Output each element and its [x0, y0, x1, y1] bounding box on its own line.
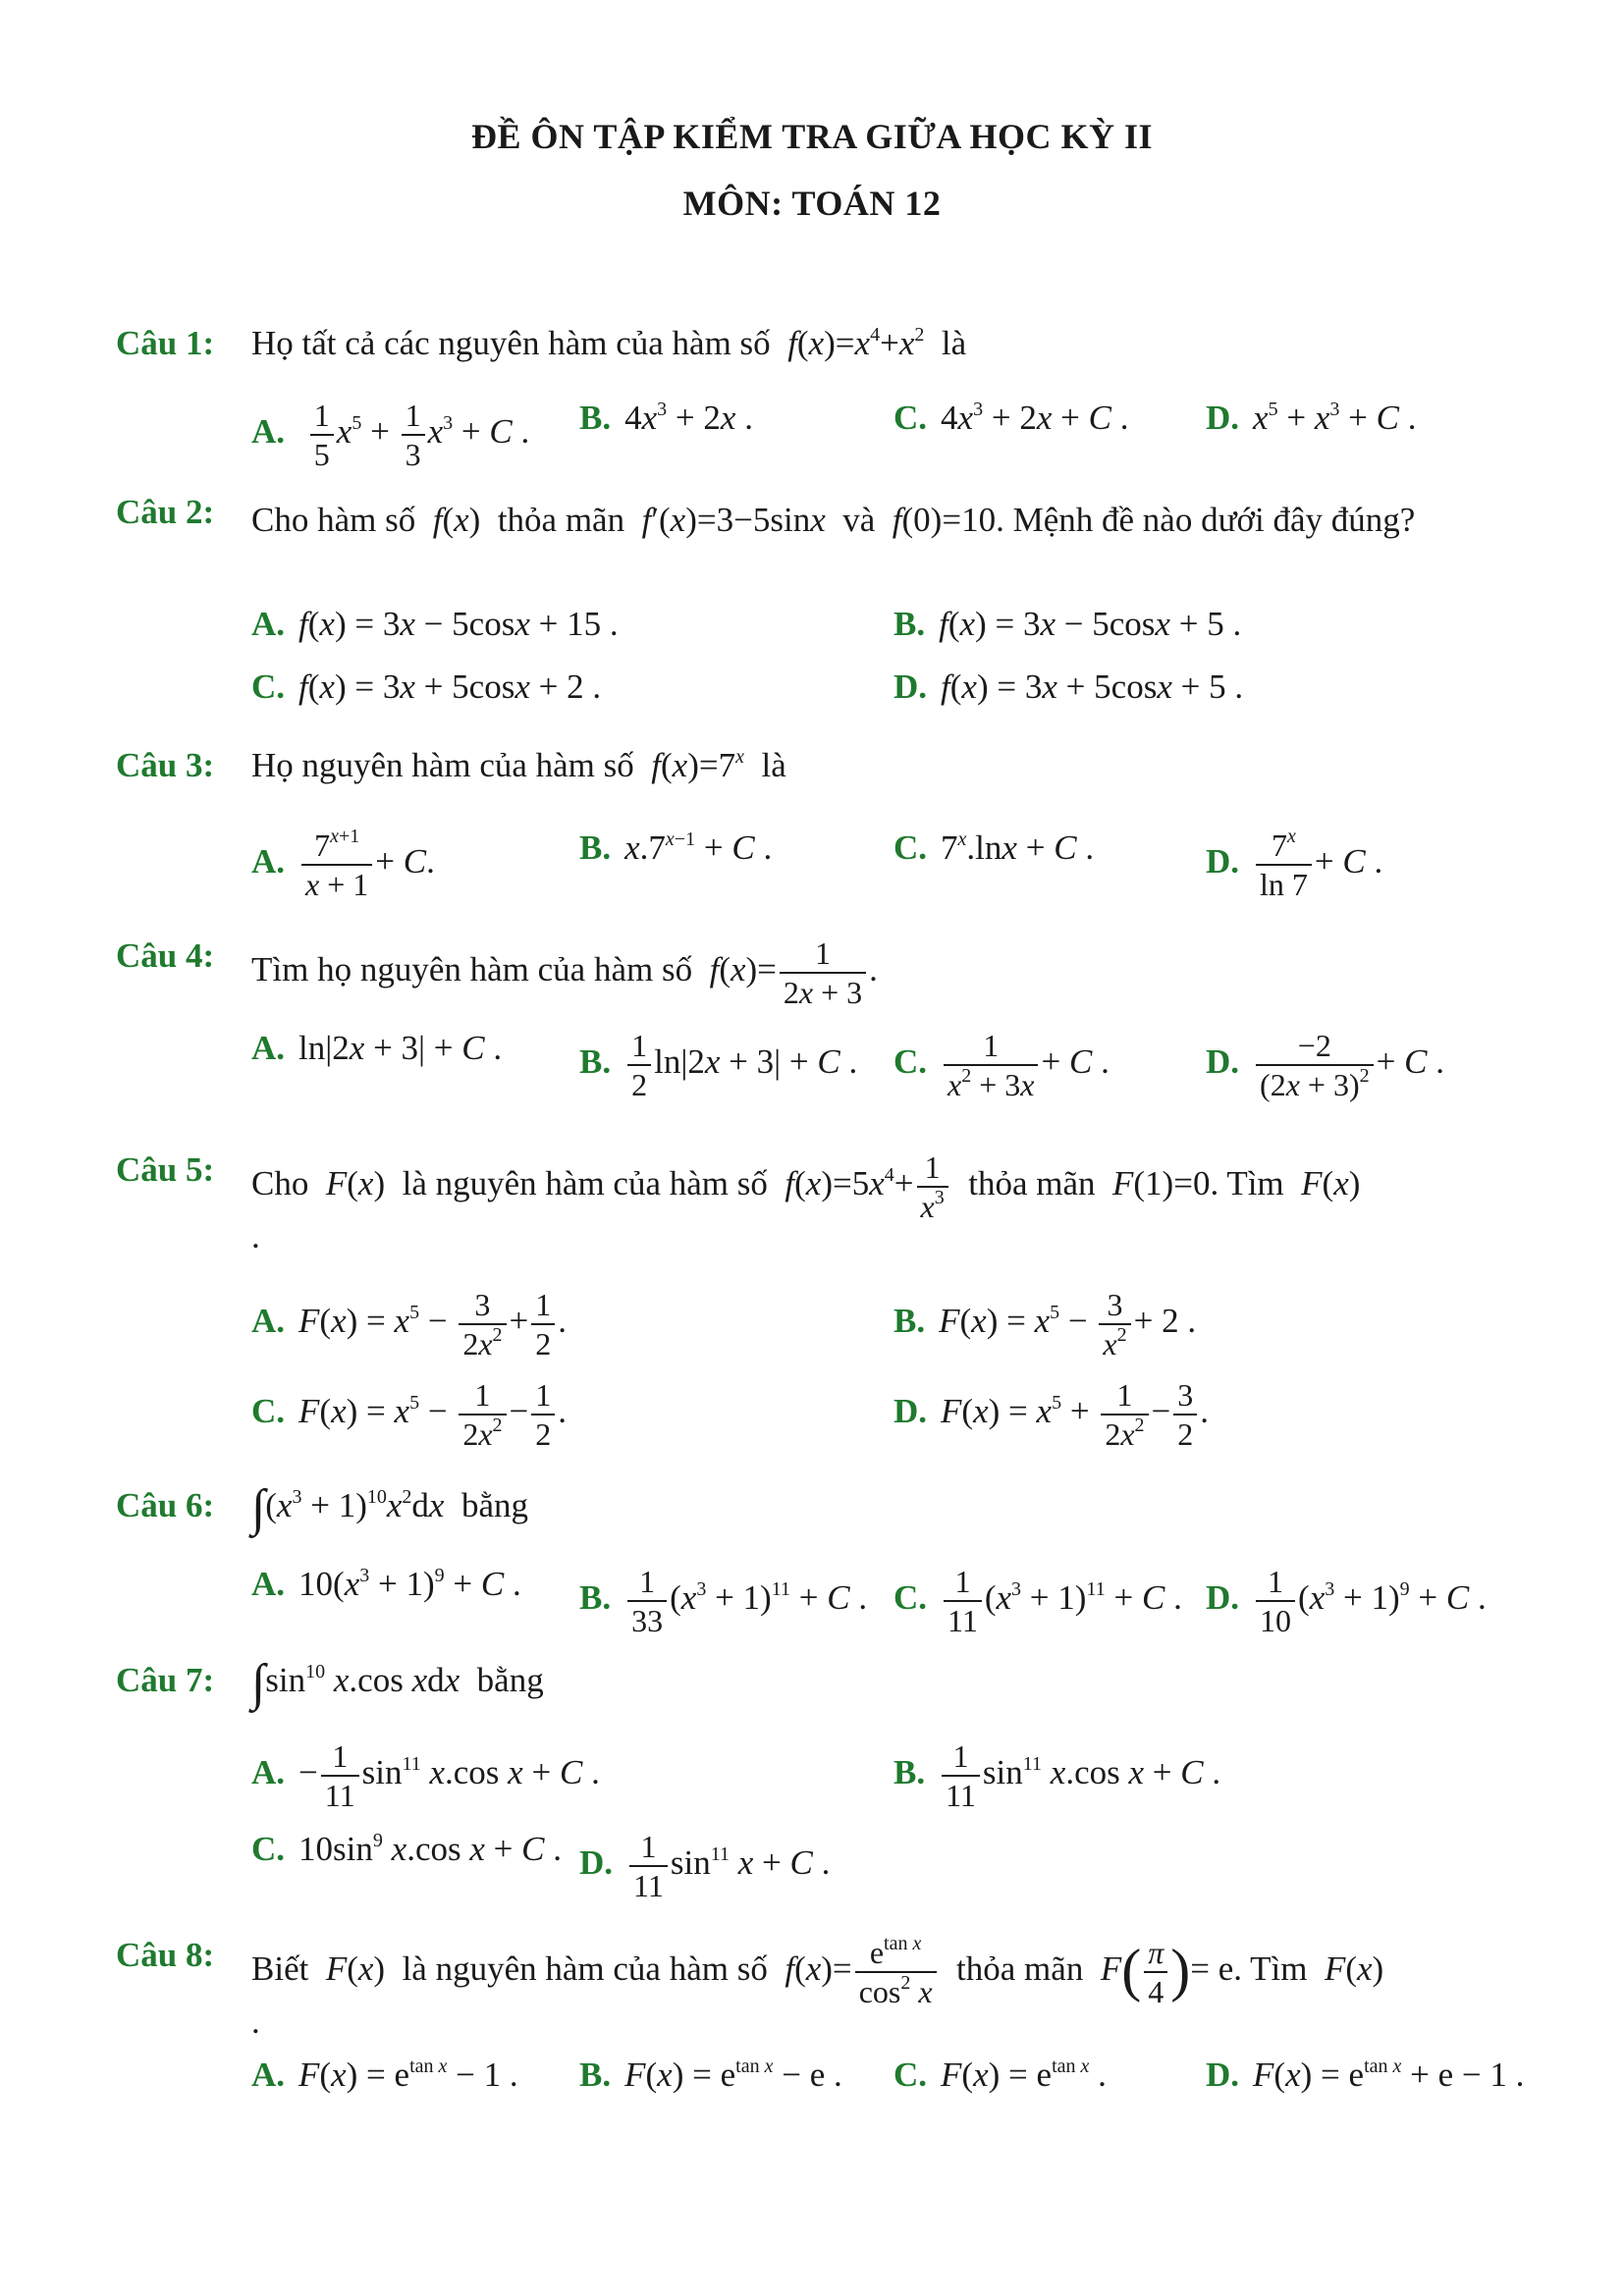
- q1-option-d[interactable]: D. $x^5 + x^3 + C$ .: [1206, 399, 1417, 437]
- q2-option-d[interactable]: D. f(x) = 3x + 5cosx + 5 .: [893, 667, 1244, 706]
- q8-option-a[interactable]: A. $F(x) = e^{tan x} - 1$ .: [251, 2056, 518, 2094]
- q2-option-c[interactable]: C. f(x) = 3x + 5cosx + 2 .: [251, 667, 602, 706]
- q2-option-b[interactable]: B. f(x) = 3x − 5cosx + 5 .: [893, 605, 1242, 643]
- q5-option-c[interactable]: C. $F(x) = x^5$ − $\frac{1}{2x^2}$ − $\frac{1}{2}$ .: [251, 1377, 568, 1452]
- q3-option-d[interactable]: D. $\frac{7^x}{\ln 7}$ + C .: [1206, 826, 1383, 902]
- q8-option-c[interactable]: C. $F(x) = e^{tan x}$ .: [893, 2056, 1107, 2094]
- trailing-dot: .: [251, 1217, 260, 1255]
- question-text: Cho hàm số f(x) thỏa mãn f′(x)=3−5sinx và f(0)=10. Mệnh đề nào dưới đây đúng?: [251, 501, 1416, 539]
- trailing-dot: .: [251, 2002, 260, 2041]
- q6-option-b[interactable]: B. $\frac{1}{33}$ $(x^3 + 1)^{11} + C$ .: [579, 1564, 868, 1638]
- question-label: Câu 7:: [116, 1661, 215, 1699]
- question-label: Câu 6:: [116, 1486, 215, 1524]
- q6-option-a[interactable]: A. $10(x^3 + 1)^9 + C$ .: [251, 1565, 521, 1603]
- page-title: ĐỀ ÔN TẬP KIỂM TRA GIỮA HỌC KỲ II: [471, 117, 1153, 156]
- q7-option-d[interactable]: D. $\frac{1}{11}$ $\sin^{11} x + C$ .: [579, 1829, 831, 1903]
- question-label: Câu 3:: [116, 746, 215, 784]
- q1-option-b[interactable]: B. $4x^3 + 2x$ .: [579, 399, 753, 437]
- q1-option-c[interactable]: C. $4x^3 + 2x + C$ .: [893, 399, 1129, 437]
- q4-option-d[interactable]: D. $\frac{-2}{(2x + 3)^2}$ + C .: [1206, 1028, 1444, 1102]
- q4-option-b[interactable]: B. $\frac{1}{2}$ ln|2x + 3| + C .: [579, 1028, 858, 1102]
- q4-option-a[interactable]: A. ln|2x + 3| + C .: [251, 1029, 503, 1067]
- question-label: Câu 1:: [116, 324, 215, 362]
- q8-option-d[interactable]: D. $F(x) = e^{tan x} + e - 1$ .: [1206, 2056, 1525, 2094]
- q6-option-d[interactable]: D. $\frac{1}{10}$ $(x^3 + 1)^9 + C$ .: [1206, 1564, 1487, 1638]
- q4-option-c[interactable]: C. $\frac{1}{x^2 + 3x}$ + C .: [893, 1028, 1110, 1102]
- formula: $f(x)=x^4+x^2$: [779, 324, 925, 362]
- question-text: Tìm họ nguyên hàm của hàm số f(x)= $\frac{1}{2x + 3}$ .: [251, 935, 878, 1010]
- q7-option-c[interactable]: C. $10\sin^9$ x.cos x + C .: [251, 1830, 562, 1868]
- q3-option-c[interactable]: C. $7^x.\ln x + C$ .: [893, 828, 1095, 867]
- question-label: Câu 5:: [116, 1150, 215, 1189]
- q7-option-b[interactable]: B. $\frac{1}{11}$ $\sin^{11} x.\cos$ x + C .: [893, 1738, 1221, 1813]
- question-text: $\int(x^3 + 1)^{10}x^2dx$ bằng: [251, 1480, 528, 1536]
- question-text: Cho F(x) là nguyên hàm của hàm số $f(x)=5x^4+$ $\frac{1}{x^3}$ thỏa mãn F(1)=0. Tìm F(x): [251, 1149, 1361, 1224]
- q3-option-a[interactable]: A. $\frac{7^{x+1}}{x + 1}$ + C.: [251, 826, 435, 902]
- question-label: Câu 2:: [116, 493, 215, 531]
- question-text: Họ tất cả các nguyên hàm của hàm số $f(x)=x^4+x^2$ là: [251, 324, 967, 362]
- question-label: Câu 8:: [116, 1936, 215, 1974]
- q3-option-b[interactable]: B. $x.7^{x-1} + C$ .: [579, 828, 773, 867]
- q6-option-c[interactable]: C. $\frac{1}{11}$ $(x^3 + 1)^{11} + C$ .: [893, 1564, 1182, 1638]
- q5-option-d[interactable]: D. $F(x) = x^5$ + $\frac{1}{2x^2}$ − $\frac{3}{2}$ .: [893, 1377, 1210, 1452]
- q8-option-b[interactable]: B. $F(x) = e^{tan x} - e$ .: [579, 2056, 842, 2094]
- page-subtitle: MÔN: TOÁN 12: [682, 184, 942, 223]
- question-text: Biết F(x) là nguyên hàm của hàm số f(x)= $\frac{e^{tan x}}{\cos^2 x}$ thỏa mãn F( $\frac{\pi}{4}$ )= e. Tìm F(x): [251, 1933, 1384, 2009]
- q5-option-b[interactable]: B. $F(x) = x^5$ − $\frac{3}{x^2}$ + 2 .: [893, 1287, 1197, 1362]
- q2-option-a[interactable]: A. f(x) = 3x − 5cosx + 15 .: [251, 605, 619, 643]
- q1-option-a[interactable]: A. $\frac{1}{5}$ $x^5$ + $\frac{1}{3}$ $x^3 + C$ .: [251, 398, 530, 472]
- question-label: Câu 4:: [116, 936, 215, 975]
- q5-option-a[interactable]: A. $F(x) = x^5$ − $\frac{3}{2x^2}$ + $\frac{1}{2}$ .: [251, 1287, 568, 1362]
- question-text: Họ nguyên hàm của hàm số $f(x)=7^x$ là: [251, 746, 786, 784]
- q7-option-a[interactable]: A. − $\frac{1}{11}$ $\sin^{11} x.\cos$ x + C .: [251, 1738, 600, 1813]
- question-text: $\int\sin^{10}$ x.cos xdx bằng: [251, 1655, 544, 1711]
